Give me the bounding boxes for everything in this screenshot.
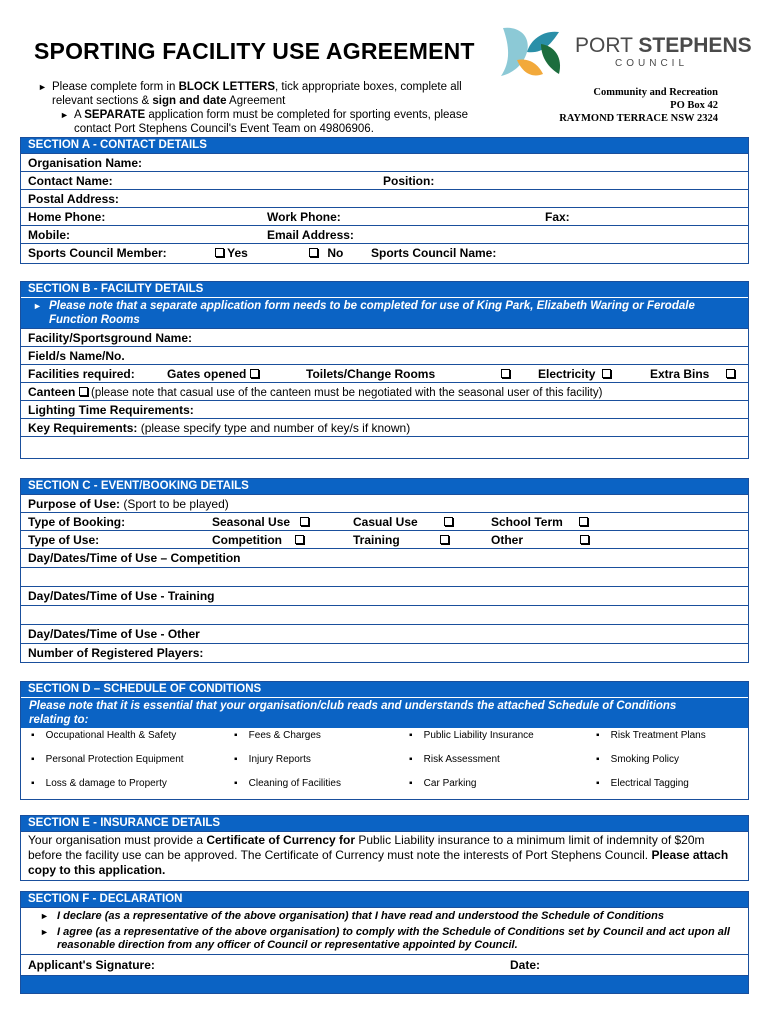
section-c-heading: SECTION C - EVENT/BOOKING DETAILS (21, 479, 748, 494)
declaration-footer-bar (21, 975, 748, 993)
field-name-field[interactable]: Field/s Name/No. (21, 346, 748, 364)
checkbox-icon (295, 535, 304, 544)
no-checkbox[interactable]: No (309, 244, 343, 262)
lighting-field[interactable]: Lighting Time Requirements: (21, 400, 748, 418)
key-requirements-extra-line[interactable] (21, 436, 748, 458)
dates-training-field[interactable]: Day/Dates/Time of Use - Training (21, 586, 748, 605)
list-item: ▪ Public Liability Insurance (409, 730, 534, 741)
section-e-insurance (20, 815, 749, 881)
type-of-use-row: Type of Use: Competition Training Other (21, 530, 748, 548)
checkbox-icon (580, 535, 589, 544)
arrow-bullet-icon: ► (40, 911, 49, 921)
dates-competition-field[interactable]: Day/Dates/Time of Use – Competition (21, 548, 748, 567)
checkbox-icon (579, 517, 588, 526)
key-requirements-field[interactable]: Key Requirements: (please specify type and number of key/s if known) (21, 418, 748, 436)
section-a-contact (20, 137, 749, 264)
phone-row[interactable]: Home Phone: Work Phone: Fax: (21, 207, 748, 225)
section-d-note: Please note that it is essential that your organisation/club reads and understands the attached Schedule of Conditions relating to: (21, 697, 748, 728)
section-a-heading: SECTION A - CONTACT DETAILS (21, 138, 748, 153)
checkbox-icon (79, 387, 88, 396)
insurance-paragraph: Your organisation must provide a Certificate of Currency for Public Liability insurance to a minimum limit of indemnity of $20m before the facility use can be approved. The Certificate of Currency must note the interests of Port Stephens Council. Please attach copy to this application. (21, 831, 748, 880)
section-f-heading: SECTION F - DECLARATION (21, 892, 748, 907)
checkbox-icon (440, 535, 449, 544)
training-checkbox[interactable]: Training (353, 531, 449, 549)
section-b-heading: SECTION B - FACILITY DETAILS (21, 282, 748, 297)
canteen-row[interactable]: Canteen (please note that casual use of the canteen must be negotiated with the seasonal user of this facility) (21, 382, 748, 400)
council-logo-mark (497, 24, 569, 80)
declaration-1: ► I declare (as a representative of the above organisation) that I have read and understood the Schedule of Conditions (40, 910, 664, 922)
arrow-bullet-icon: ► (60, 110, 69, 120)
declaration-2: ► I agree (as a representative of the above organisation) to comply with the Schedule of Conditions set by Council and act upon all reasonable direction from any officer of Council or representative appointed by Council. (40, 926, 730, 951)
section-d-conditions (20, 681, 749, 800)
dates-competition-line2[interactable] (21, 567, 748, 586)
section-f-declaration (20, 891, 749, 994)
list-item: ▪ Risk Treatment Plans (596, 730, 706, 741)
checkbox-icon (726, 369, 735, 378)
list-item: ▪ Cleaning of Facilities (234, 778, 341, 789)
electricity-checkbox[interactable]: Electricity (538, 365, 611, 383)
logo-subtext: COUNCIL (615, 58, 689, 69)
section-e-heading: SECTION E - INSURANCE DETAILS (21, 816, 748, 831)
list-item: ▪ Risk Assessment (409, 754, 500, 765)
facility-name-field[interactable]: Facility/Sportsground Name: (21, 328, 748, 346)
list-item: ▪ Occupational Health & Safety (31, 730, 177, 741)
yes-checkbox[interactable]: Yes (215, 244, 248, 262)
arrow-bullet-icon: ► (33, 301, 42, 311)
mobile-email-row[interactable]: Mobile: Email Address: (21, 225, 748, 243)
facilities-required-row: Facilities required: Gates opened Toilets/Change Rooms Electricity Extra Bins (21, 364, 748, 382)
council-logo (497, 24, 752, 80)
casual-use-checkbox[interactable]: Casual Use (353, 513, 453, 531)
form-title: SPORTING FACILITY USE AGREEMENT (34, 38, 475, 64)
organisation-name-field[interactable]: Organisation Name: (21, 153, 748, 171)
competition-checkbox[interactable]: Competition (212, 531, 304, 549)
checkbox-icon (602, 369, 611, 378)
school-term-checkbox[interactable]: School Term (491, 513, 588, 531)
checkbox-icon (501, 369, 510, 378)
extra-bins-checkbox[interactable]: Extra Bins (650, 365, 735, 383)
list-item: ▪ Personal Protection Equipment (31, 754, 184, 765)
arrow-bullet-icon: ► (40, 927, 49, 937)
type-of-booking-row: Type of Booking: Seasonal Use Casual Use School Term (21, 512, 748, 530)
purpose-field[interactable]: Purpose of Use: (Sport to be played) (21, 494, 748, 512)
section-d-heading: SECTION D – SCHEDULE OF CONDITIONS (21, 682, 748, 697)
dates-training-line2[interactable] (21, 605, 748, 624)
conditions-list (21, 728, 748, 800)
list-item: ▪ Fees & Charges (234, 730, 321, 741)
list-item: ▪ Loss & damage to Property (31, 778, 167, 789)
contact-name-row[interactable]: Contact Name: Position: (21, 171, 748, 189)
other-checkbox[interactable]: Other (491, 531, 589, 549)
postal-address-field[interactable]: Postal Address: (21, 189, 748, 207)
gates-opened-checkbox[interactable]: Gates opened (167, 365, 259, 383)
seasonal-use-checkbox[interactable]: Seasonal Use (212, 513, 309, 531)
section-c-booking (20, 478, 749, 663)
list-item: ▪ Smoking Policy (596, 754, 680, 765)
arrow-bullet-icon: ► (38, 82, 47, 92)
checkbox-icon (444, 517, 453, 526)
intro-instructions: ► Please complete form in BLOCK LETTERS, tick appropriate boxes, complete all relevant sections & sign and date Agreement ► A SEPARATE application form must be completed for sporting events, please contact Port Stephens Council's Event Team on 49806906. (38, 81, 468, 135)
list-item: ▪ Electrical Tagging (596, 778, 689, 789)
checkbox-icon (250, 369, 259, 378)
list-item: ▪ Car Parking (409, 778, 477, 789)
section-b-facility (20, 281, 749, 459)
list-item: ▪ Injury Reports (234, 754, 311, 765)
checkbox-icon (215, 248, 224, 257)
checkbox-icon (300, 517, 309, 526)
checkbox-icon (309, 248, 318, 257)
signature-row[interactable]: Applicant's Signature: Date: (21, 954, 748, 975)
section-b-note: ► Please note that a separate application form needs to be completed for use of King Park, Elizabeth Waring or Ferodale Function Rooms (21, 297, 748, 328)
logo-wordmark: PORT STEPHENS (575, 34, 752, 57)
sports-council-row: Sports Council Member: Yes No Sports Council Name: (21, 243, 748, 263)
council-address: Community and Recreation PO Box 42 RAYMOND TERRACE NSW 2324 (559, 87, 718, 124)
dates-other-field[interactable]: Day/Dates/Time of Use - Other (21, 624, 748, 643)
registered-players-field[interactable]: Number of Registered Players: (21, 643, 748, 662)
toilets-checkbox[interactable] (501, 365, 510, 383)
